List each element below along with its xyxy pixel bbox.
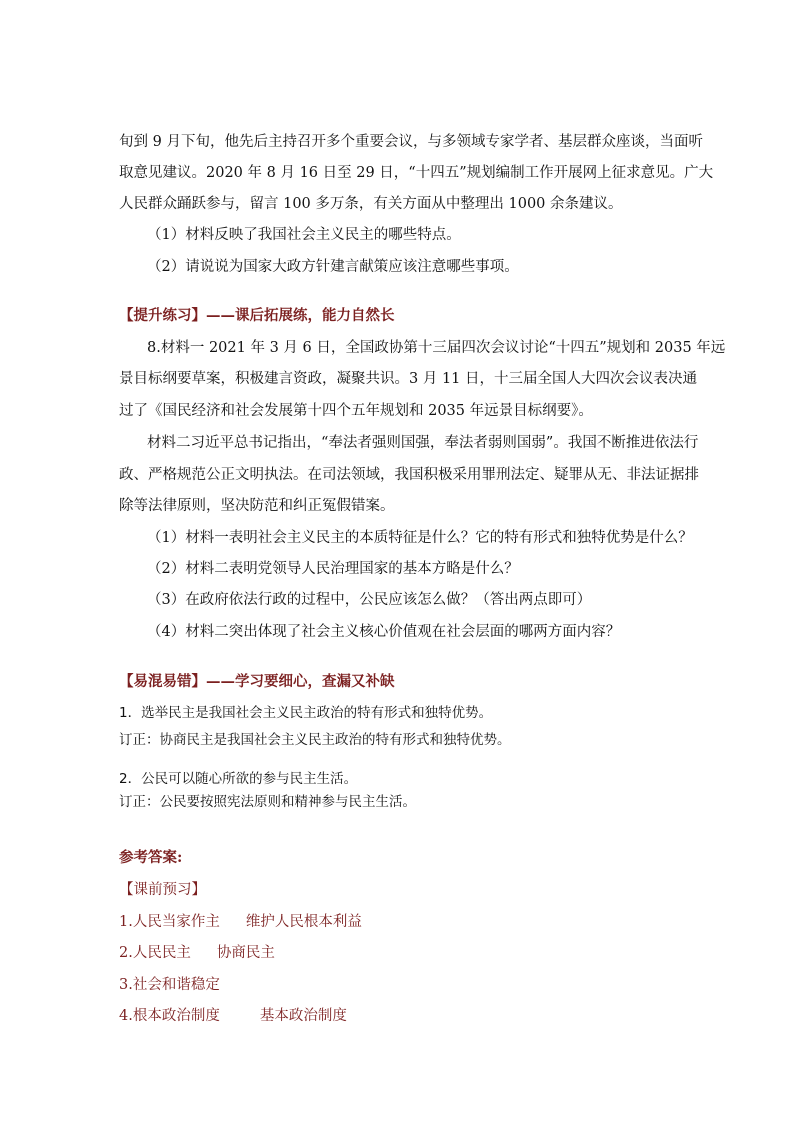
material-line: 8.材料一 2021 年 3 月 6 日，全国政协第十三届四次会议讨论“十四五”规划和 2035 年远 [147, 340, 726, 356]
material-line: 过了《国民经济和社会发展第十四个五年规划和 2035 年远景目标纲要》。 [119, 403, 593, 419]
practice-question: （3）在政府依法行政的过程中，公民应该怎么做？（答出两点即可） [147, 592, 592, 608]
answer-row [119, 1006, 347, 1026]
mistakes-header: 【易混易错】——学习要细心，查漏又补缺 [119, 673, 395, 690]
mistake-item: 1．选举民主是我国社会主义民主政治的特有形式和独特优势。 [119, 705, 493, 721]
material-line: 景目标纲要草案，积极建言资政，凝聚共识。3 月 11 日，十三届全国人大四次会议表决通 [119, 371, 697, 387]
mistake-item: 2．公民可以随心所欲的参与民主生活。 [119, 771, 358, 787]
answer-text: 1.人民当家作主 [119, 914, 220, 930]
material-line: 材料二习近平总书记指出，“奉法者强则国强，奉法者弱则国弱”。我国不断推进依法行 [147, 435, 699, 451]
answer-text: 2.人民民主 [119, 945, 191, 961]
answer-row [119, 943, 275, 963]
practice-question: （1）材料一表明社会主义民主的本质特征是什么？它的特有形式和独特优势是什么？ [147, 530, 693, 546]
answer-text: 维护人民根本利益 [245, 914, 362, 930]
practice-header: 【提升练习】——课后拓展练，能力自然长 [119, 307, 395, 324]
practice-question: （2）材料二表明党领导人民治理国家的基本方略是什么？ [147, 561, 519, 577]
passage-line: 人民群众踊跃参与，留言 100 多万条，有关方面从中整理出 1000 余条建议。 [119, 196, 623, 212]
mistake-fix: 订正：协商民主是我国社会主义民主政治的特有形式和独特优势。 [119, 732, 511, 748]
answer-row: 3.社会和谐稳定 [119, 977, 220, 993]
material-line: 政、严格规范公正文明执法。在司法领域，我国积极采用罪刑法定、疑罪从无、非法证据排 [119, 467, 699, 483]
passage-question: （2）请说说为国家大政方针建言献策应该注意哪些事项。 [147, 259, 519, 275]
answer-text: 基本政治制度 [259, 1008, 347, 1024]
mistake-fix: 订正：公民要按照宪法原则和精神参与民主生活。 [119, 794, 416, 810]
practice-question: （4）材料二突出体现了社会主义核心价值观在社会层面的哪两方面内容？ [147, 624, 621, 640]
material-line: 除等法律原则，坚决防范和纠正冤假错案。 [119, 498, 395, 514]
answer-text: 协商民主 [216, 945, 275, 961]
passage-question: （1）材料反映了我国社会主义民主的哪些特点。 [147, 227, 461, 243]
preview-header: 【课前预习】 [119, 882, 206, 898]
answers-title: 参考答案: [119, 849, 183, 866]
answer-text: 4.根本政治制度 [119, 1008, 220, 1024]
passage-line: 取意见建议。2020 年 8 月 16 日至 29 日，“十四五”规划编制工作开展网上征求意见。广大 [119, 165, 714, 181]
passage-line: 旬到 9 月下旬，他先后主持召开多个重要会议，与多领域专家学者、基层群众座谈，当面听 [119, 134, 703, 150]
answer-row [119, 912, 362, 932]
